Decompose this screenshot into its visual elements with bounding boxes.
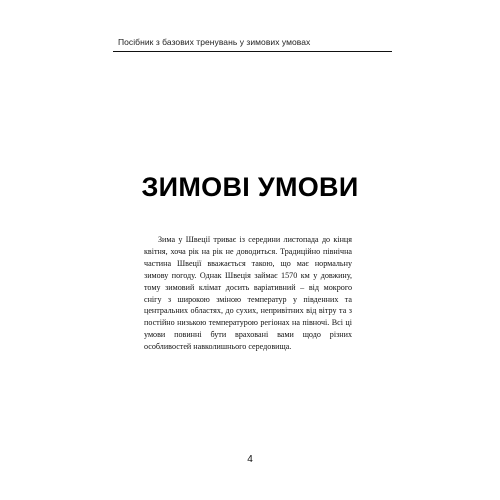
header-divider — [113, 51, 392, 52]
running-header: Посібник з базових тренувань у зимових умовах — [118, 37, 311, 47]
body-paragraph: Зима у Швеції триває із середини листопада до кінця квітня, хоча рік на рік не доводиться. Традиційно північна частина Швеції вважається такою, що має нормальну зимову погоду. Однак Швеція займає 1570 км у довжину, тому зимовий клімат досить варіативний – від мокрого снігу з широкою зміною температур у південних та центральних областях, до сухих, непривітних від вітру та з постійно низькою температурою регіонах на півночі. Всі ці умови повинні бути враховані вами щодо різних особливостей навколишнього середовища. — [144, 235, 352, 352]
page-number: 4 — [247, 454, 253, 465]
chapter-title: ЗИМОВІ УМОВИ — [141, 172, 359, 202]
